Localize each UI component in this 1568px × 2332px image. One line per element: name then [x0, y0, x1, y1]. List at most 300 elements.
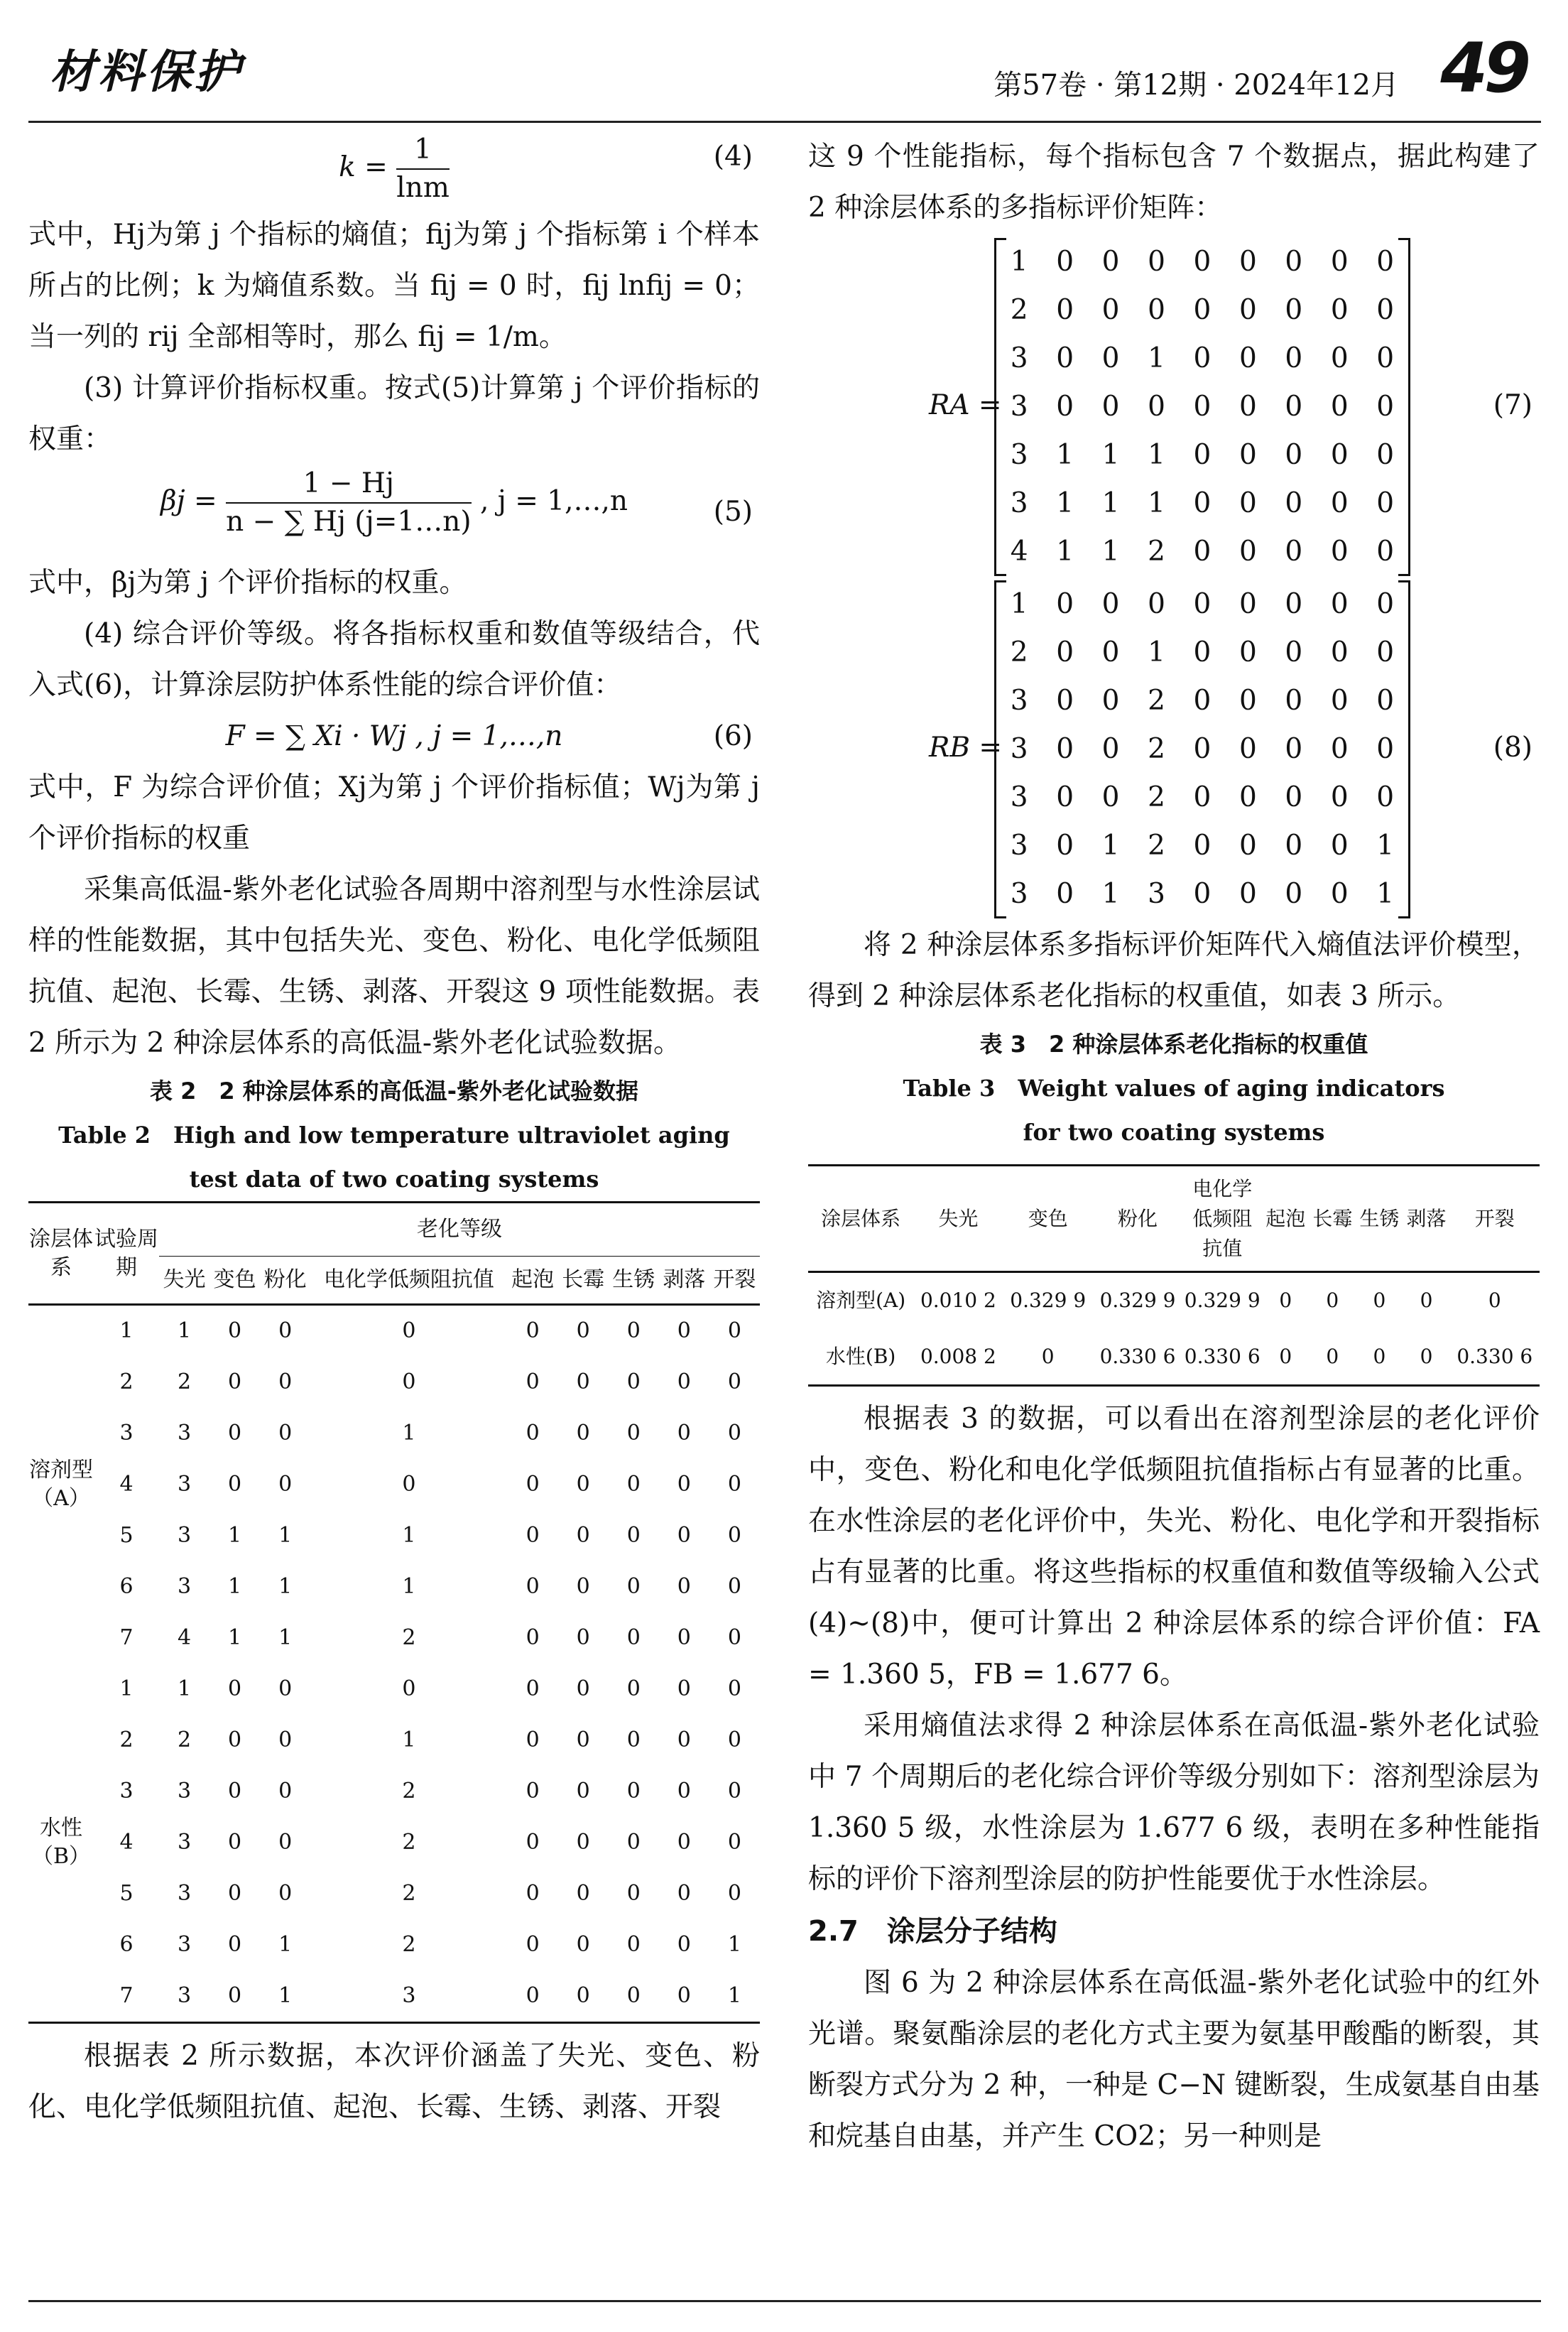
table3-col-header: 变色	[1028, 1206, 1068, 1230]
equation-6	[28, 711, 760, 762]
table-cell: 0	[677, 1472, 691, 1497]
matrix-cell: 0	[1056, 830, 1074, 862]
table2-col-header: 失光	[163, 1267, 206, 1292]
matrix-RA-label: RA =	[929, 389, 1002, 421]
table-cell: 1	[177, 1318, 192, 1343]
table-cell: 0	[677, 1421, 691, 1446]
matrix-cell: 0	[1330, 391, 1349, 423]
matrix-RB-grid	[994, 580, 1410, 918]
table-cell: 0	[727, 1318, 741, 1343]
matrix-cell: 0	[1238, 588, 1257, 620]
table-cell: 4	[119, 1830, 134, 1855]
table-cell: 0	[677, 1932, 691, 1957]
matrix-cell: 0	[1056, 878, 1074, 910]
table-cell: 0	[576, 1932, 590, 1957]
table-row	[28, 1868, 760, 1919]
matrix-cell: 0	[1376, 781, 1395, 813]
matrix-cell: 0	[1330, 588, 1349, 620]
table-cell: 0	[526, 1370, 540, 1394]
table-cell: 0	[677, 1676, 691, 1701]
matrix-cell: 0	[1285, 342, 1303, 374]
matrix-cell: 0	[1148, 588, 1165, 620]
table-cell: 0	[576, 1881, 590, 1906]
table-cell: 1	[402, 1523, 416, 1548]
matrix-cell: 3	[1010, 487, 1028, 519]
table-cell: 3	[119, 1421, 134, 1446]
table-cell: 0	[526, 1523, 540, 1548]
table-row	[28, 1561, 760, 1612]
paragraph: 式中，Hj为第 j 个指标的熵值；fij为第 j 个指标第 i 个样本所占的比例；k 为熵值系数。当 fij = 0 时，fij lnfij = 0；当一列的 rij 全部相等时，那么 fij = 1/m。	[28, 219, 760, 353]
matrix-cell: 0	[1376, 246, 1395, 278]
matrix-cell: 0	[1376, 342, 1395, 374]
table-cell: 0	[626, 1676, 641, 1701]
matrix-cell: 0	[1056, 342, 1074, 374]
table-cell: 0	[402, 1370, 416, 1394]
matrix-cell: 0	[1330, 830, 1349, 862]
table-cell: 3	[177, 1574, 192, 1599]
table-row	[28, 1664, 760, 1715]
matrix-cell: 1	[1010, 588, 1028, 620]
table-cell: 1	[402, 1574, 416, 1599]
table-cell: 0	[727, 1676, 741, 1701]
matrix-row	[996, 335, 1408, 383]
matrix-RB	[808, 580, 1540, 920]
table3-col-header: 开裂	[1474, 1206, 1515, 1230]
matrix-cell: 0	[1101, 733, 1120, 765]
table-cell: 0	[1420, 1289, 1433, 1313]
matrix-row	[996, 479, 1408, 528]
table2-title-cn: 表 2 2 种涂层体系的高低温-紫外老化试验数据	[149, 1078, 639, 1105]
eq5-tail: , j = 1,…,n	[479, 485, 628, 517]
matrix-cell: 0	[1285, 294, 1303, 326]
matrix-row	[996, 528, 1408, 576]
matrix-cell: 2	[1148, 830, 1165, 862]
eq4-den: lnm	[396, 172, 450, 204]
table-cell: 5	[119, 1523, 134, 1548]
eq4-num: 1	[396, 131, 450, 170]
table-cell: 0	[1373, 1344, 1386, 1368]
table-cell: 0	[1488, 1289, 1501, 1313]
matrix-RB-label: RB =	[929, 732, 1003, 764]
table-cell: 0	[626, 1830, 641, 1855]
matrix-cell: 0	[1376, 487, 1395, 519]
matrix-row	[996, 580, 1408, 629]
table-cell: 0	[626, 1318, 641, 1343]
table-cell: 0	[402, 1318, 416, 1343]
table-cell: 0	[626, 1728, 641, 1752]
table-cell: 0.329 9	[1099, 1289, 1176, 1313]
matrix-RA	[808, 238, 1540, 577]
table-cell: 0	[626, 1625, 641, 1650]
matrix-row	[996, 286, 1408, 335]
table-cell: 0	[576, 1983, 590, 2008]
journal-logo: 材料保护	[50, 45, 243, 99]
table-cell: 0	[576, 1676, 590, 1701]
table-cell: 0	[576, 1625, 590, 1650]
matrix-cell: 0	[1148, 294, 1165, 326]
table-cell: 0	[228, 1318, 242, 1343]
eq6-body: F = ∑ Xi · Wj , j = 1,…,n	[225, 720, 563, 752]
table-cell: 0	[576, 1779, 590, 1804]
eq5-num: 1 − Hj	[226, 465, 471, 504]
table-cell: 0	[402, 1472, 416, 1497]
table-cell: 3	[177, 1932, 192, 1957]
table-row	[28, 1919, 760, 1970]
table2-col-header: 电化学低频阻抗值	[323, 1267, 494, 1292]
matrix-cell: 2	[1148, 536, 1165, 568]
matrix-cell: 0	[1376, 536, 1395, 568]
table-cell: 2	[402, 1625, 416, 1650]
matrix-cell: 0	[1238, 536, 1257, 568]
table-cell: 0	[278, 1676, 293, 1701]
table-cell: 3	[177, 1472, 192, 1497]
table-cell: 4	[119, 1472, 134, 1497]
page-header	[28, 21, 1541, 114]
table-cell: 0	[1279, 1289, 1292, 1313]
matrix-cell: 0	[1330, 536, 1349, 568]
matrix-cell: 0	[1193, 636, 1212, 668]
table-cell: 1	[402, 1728, 416, 1752]
issue-info: 第57卷 · 第12期 · 2024年12月	[993, 69, 1399, 102]
matrix-cell: 1	[1148, 439, 1165, 471]
matrix-cell: 3	[1010, 733, 1028, 765]
table-cell: 0	[677, 1830, 691, 1855]
eq4-number: (4)	[713, 141, 753, 173]
table-cell: 0	[526, 1472, 540, 1497]
table-cell: 0	[727, 1370, 741, 1394]
matrix-cell: 3	[1010, 342, 1028, 374]
matrix-cell: 2	[1010, 636, 1028, 668]
matrix-cell: 3	[1010, 685, 1028, 717]
table-cell: 0	[526, 1779, 540, 1804]
matrix-cell: 0	[1056, 588, 1074, 620]
table-cell: 0.329 9	[1184, 1289, 1261, 1313]
table-cell: 0	[677, 1318, 691, 1343]
table3-col-header: 电化学低频阻抗值	[1192, 1176, 1253, 1260]
table-cell: 0	[727, 1625, 741, 1650]
table-cell: 2	[177, 1728, 192, 1752]
table-cell: 1	[278, 1574, 293, 1599]
matrix-cell: 0	[1376, 636, 1395, 668]
matrix-cell: 0	[1376, 588, 1395, 620]
table-cell: 2	[119, 1370, 134, 1394]
matrix-cell: 0	[1238, 391, 1257, 423]
table2-col-header: 开裂	[713, 1267, 756, 1292]
table-cell: 1	[228, 1523, 242, 1548]
table-cell: 1	[177, 1676, 192, 1701]
table-cell: 1	[727, 1983, 741, 2008]
table-cell: 2	[177, 1370, 192, 1394]
matrix-cell: 0	[1330, 487, 1349, 519]
matrix-cell: 2	[1010, 294, 1028, 326]
matrix-cell: 3	[1010, 781, 1028, 813]
table-cell: 0	[228, 1421, 242, 1446]
table2-header-system: 涂层体系	[28, 1203, 94, 1305]
table-cell: 0	[526, 1318, 540, 1343]
matrix-cell: 0	[1101, 636, 1120, 668]
table-cell: 0	[526, 1574, 540, 1599]
matrix-cell: 0	[1193, 733, 1212, 765]
table-cell: 0	[727, 1830, 741, 1855]
table-cell: 0	[278, 1830, 293, 1855]
table-cell: 0	[626, 1523, 641, 1548]
matrix-cell: 0	[1330, 781, 1349, 813]
matrix-cell: 0	[1193, 487, 1212, 519]
matrix-row	[996, 383, 1408, 431]
matrix-RA-number: (7)	[1493, 389, 1532, 421]
table-cell: 0	[576, 1472, 590, 1497]
table3-col-header: 长霉	[1312, 1206, 1353, 1230]
table-cell: 0	[278, 1779, 293, 1804]
table-cell: 0	[677, 1881, 691, 1906]
table-cell: 5	[119, 1881, 134, 1906]
paragraph: 采集高低温-紫外老化试验各周期中溶剂型与水性涂层试样的性能数据，其中包括失光、变色、粉化、电化学低频阻抗值、起泡、长霉、生锈、剥落、开裂这 9 项性能数据。表 2 所示为 2 种涂层体系的高低温-紫外老化试验数据。	[28, 874, 760, 1059]
matrix-cell: 0	[1330, 878, 1349, 910]
table-cell: 3	[402, 1983, 416, 2008]
matrix-cell: 0	[1285, 588, 1303, 620]
matrix-cell: 0	[1193, 246, 1212, 278]
matrix-cell: 0	[1285, 781, 1303, 813]
table-cell: 0	[278, 1472, 293, 1497]
table-row	[28, 1970, 760, 2023]
matrix-cell: 1	[1056, 536, 1074, 568]
table-cell: 0	[228, 1830, 242, 1855]
matrix-cell: 0	[1285, 636, 1303, 668]
table-cell: 1	[119, 1676, 134, 1701]
matrix-cell: 0	[1238, 487, 1257, 519]
page-number: 49	[1440, 28, 1527, 108]
matrix-cell: 0	[1238, 636, 1257, 668]
table-cell: 6	[119, 1932, 134, 1957]
eq5-lhs: βj =	[160, 485, 217, 517]
footer-rule	[28, 2300, 1541, 2302]
table-cell: 0	[626, 1779, 641, 1804]
matrix-cell: 0	[1101, 781, 1120, 813]
table-row	[28, 1357, 760, 1408]
matrix-cell: 1	[1101, 536, 1120, 568]
table-cell: 2	[402, 1779, 416, 1804]
table-cell: 0	[228, 1370, 242, 1394]
table-cell: 0	[1326, 1344, 1339, 1368]
matrix-cell: 0	[1330, 733, 1349, 765]
matrix-cell: 2	[1148, 733, 1165, 765]
table-cell: 0.330 6	[1099, 1344, 1176, 1368]
table-cell: 2	[402, 1881, 416, 1906]
table3-title-cn: 表 3 2 种涂层体系老化指标的权重值	[979, 1031, 1368, 1058]
matrix-cell: 1	[1148, 342, 1165, 374]
table-cell: 0	[228, 1779, 242, 1804]
table-cell: 0	[626, 1881, 641, 1906]
matrix-cell: 0	[1330, 685, 1349, 717]
matrix-cell: 2	[1148, 685, 1165, 717]
matrix-cell: 0	[1376, 439, 1395, 471]
equation-4: k = $\frac{1}{\ln m}$ (4)	[28, 131, 760, 210]
table-cell: 0	[278, 1881, 293, 1906]
matrix-cell: 0	[1285, 536, 1303, 568]
matrix-cell: 0	[1193, 781, 1212, 813]
matrix-cell: 0	[1285, 830, 1303, 862]
table-cell: 0	[626, 1370, 641, 1394]
matrix-cell: 1	[1148, 636, 1165, 668]
table-cell: 0	[526, 1881, 540, 1906]
table-cell: 0	[402, 1676, 416, 1701]
table-cell: 0	[228, 1676, 242, 1701]
table3-col-header: 剥落	[1406, 1206, 1447, 1230]
matrix-cell: 0	[1238, 781, 1257, 813]
table-row	[808, 1272, 1540, 1329]
matrix-cell: 0	[1238, 342, 1257, 374]
table-cell: 2	[119, 1728, 134, 1752]
matrix-cell: 0	[1193, 342, 1212, 374]
table-cell: 0	[1420, 1344, 1433, 1368]
paragraph: (4) 综合评价等级。将各指标权重和数值等级结合，代入式(6)，计算涂层防护体系性能的综合评价值：	[28, 618, 760, 701]
table-cell: 3	[177, 1421, 192, 1446]
paragraph: 图 6 为 2 种涂层体系在高低温-紫外老化试验中的红外光谱。聚氨酯涂层的老化方式主要为氨基甲酸酯的断裂，其断裂方式分为 2 种，一种是 C−N 键断裂，生成氨基自由基和烷基自由基，并产生 CO2；另一种则是	[808, 1967, 1540, 2152]
table-cell: 0.008 2	[920, 1344, 996, 1368]
matrix-RA-grid	[994, 238, 1410, 576]
matrix-cell: 0	[1101, 246, 1120, 278]
matrix-cell: 2	[1148, 781, 1165, 813]
table-row	[28, 1459, 760, 1510]
table-cell: 0	[526, 1983, 540, 2008]
table-cell: 0	[677, 1625, 691, 1650]
table-cell: 1	[402, 1421, 416, 1446]
table-cell: 3	[177, 1983, 192, 2008]
eq4-k: k	[339, 151, 356, 183]
table-cell: 3	[119, 1779, 134, 1804]
eq4-fraction	[396, 131, 450, 207]
table2-col-header: 剥落	[663, 1267, 706, 1292]
table2-title-en-2: test data of two coating systems	[189, 1166, 599, 1193]
table2-header-grade: 老化等级	[159, 1203, 760, 1257]
table-cell: 1	[278, 1625, 293, 1650]
table-cell: 0	[727, 1728, 741, 1752]
matrix-row	[996, 870, 1408, 918]
table-cell: 0	[1279, 1344, 1292, 1368]
table-cell: 0	[228, 1728, 242, 1752]
table2-title-en-1: Table 2 High and low temperature ultraviolet aging	[58, 1122, 730, 1149]
table-cell: 0	[626, 1472, 641, 1497]
table-cell: 0	[526, 1625, 540, 1650]
table3-col-header: 起泡	[1265, 1206, 1306, 1230]
matrix-cell: 1	[1376, 830, 1395, 862]
matrix-row	[996, 629, 1408, 677]
matrix-RB-number: (8)	[1493, 732, 1532, 764]
table-cell: 0	[727, 1574, 741, 1599]
matrix-cell: 1	[1101, 487, 1120, 519]
matrix-cell: 1	[1148, 487, 1165, 519]
matrix-cell: 0	[1056, 636, 1074, 668]
matrix-cell: 0	[1148, 391, 1165, 423]
matrix-cell: 0	[1056, 246, 1074, 278]
matrix-cell: 0	[1193, 830, 1212, 862]
matrix-cell: 0	[1285, 878, 1303, 910]
matrix-cell: 0	[1193, 439, 1212, 471]
table-cell: 0	[278, 1318, 293, 1343]
matrix-cell: 0	[1376, 391, 1395, 423]
matrix-cell: 0	[1285, 733, 1303, 765]
matrix-cell: 0	[1285, 391, 1303, 423]
matrix-row	[996, 238, 1408, 286]
matrix-cell: 0	[1330, 342, 1349, 374]
matrix-cell: 0	[1193, 685, 1212, 717]
matrix-cell: 0	[1101, 391, 1120, 423]
paragraph: 式中，F 为综合评价值；Xj为第 j 个评价指标值；Wj为第 j 个评价指标的权重	[28, 771, 760, 855]
matrix-cell: 0	[1376, 294, 1395, 326]
matrix-cell: 1	[1101, 878, 1120, 910]
table-cell: 1	[119, 1318, 134, 1343]
table-2	[28, 1201, 760, 2024]
table-cell: 水性(B)	[825, 1344, 896, 1368]
table-row	[28, 1408, 760, 1459]
section-heading: 2.7 涂层分子结构	[808, 1915, 1057, 1948]
matrix-cell: 0	[1101, 342, 1120, 374]
matrix-cell: 0	[1056, 781, 1074, 813]
matrix-cell: 0	[1285, 685, 1303, 717]
table-cell: 0	[526, 1830, 540, 1855]
equation-5	[28, 465, 760, 558]
table2-col-header: 起泡	[511, 1267, 555, 1292]
table-cell: 1	[228, 1574, 242, 1599]
left-column	[28, 131, 760, 2133]
table-cell: 3	[177, 1523, 192, 1548]
matrix-cell: 1	[1010, 246, 1028, 278]
matrix-cell: 0	[1193, 588, 1212, 620]
header-rule	[28, 121, 1541, 123]
matrix-cell: 0	[1238, 733, 1257, 765]
table-cell: 0	[626, 1421, 641, 1446]
matrix-cell: 0	[1238, 685, 1257, 717]
paragraph: 根据表 3 的数据，可以看出在溶剂型涂层的老化评价中，变色、粉化和电化学低频阻抗值指标占有显著的比重。在水性涂层的老化评价中，失光、粉化、电化学和开裂指标占有显著的比重。将这些指标的权重值和数值等级输入公式(4)~(8)中，便可计算出 2 种涂层体系的综合评价值：FA = 1.360 5，FB = 1.677 6。	[808, 1403, 1540, 1691]
table-cell: 7	[119, 1625, 134, 1650]
table-cell: 2	[402, 1932, 416, 1957]
table-cell: 0	[228, 1983, 242, 2008]
table-cell: 0	[677, 1983, 691, 2008]
table-cell: 0	[626, 1983, 641, 2008]
table-cell: 1	[727, 1932, 741, 1957]
table-cell: 2	[402, 1830, 416, 1855]
matrix-cell: 0	[1148, 246, 1165, 278]
table-cell: 0	[228, 1881, 242, 1906]
eq5-den: n − ∑ Hj (j=1…n)	[226, 506, 472, 538]
table-cell: 0	[626, 1932, 641, 1957]
matrix-cell: 0	[1285, 246, 1303, 278]
table-cell: 7	[119, 1983, 134, 2008]
matrix-cell: 1	[1056, 487, 1074, 519]
matrix-cell: 0	[1101, 588, 1120, 620]
table-cell: 0	[677, 1574, 691, 1599]
table-cell: 0	[526, 1728, 540, 1752]
table-cell: 3	[177, 1779, 192, 1804]
table-cell: 0	[278, 1728, 293, 1752]
matrix-row	[996, 431, 1408, 479]
table3-col-header: 失光	[938, 1206, 979, 1230]
table-cell: 0	[576, 1421, 590, 1446]
matrix-cell: 0	[1330, 246, 1349, 278]
matrix-cell: 0	[1056, 391, 1074, 423]
matrix-cell: 3	[1010, 391, 1028, 423]
table-cell: 0	[727, 1523, 741, 1548]
matrix-cell: 0	[1056, 733, 1074, 765]
paragraph: 这 9 个性能指标，每个指标包含 7 个数据点，据此构建了 2 种涂层体系的多指标评价矩阵：	[808, 141, 1540, 224]
table-cell: 0	[727, 1421, 741, 1446]
table-cell: 0	[677, 1728, 691, 1752]
table-cell: 1	[228, 1625, 242, 1650]
matrix-cell: 1	[1101, 830, 1120, 862]
table2-group-label: 溶剂型（A）	[29, 1458, 93, 1511]
matrix-cell: 0	[1238, 830, 1257, 862]
matrix-cell: 0	[1376, 685, 1395, 717]
